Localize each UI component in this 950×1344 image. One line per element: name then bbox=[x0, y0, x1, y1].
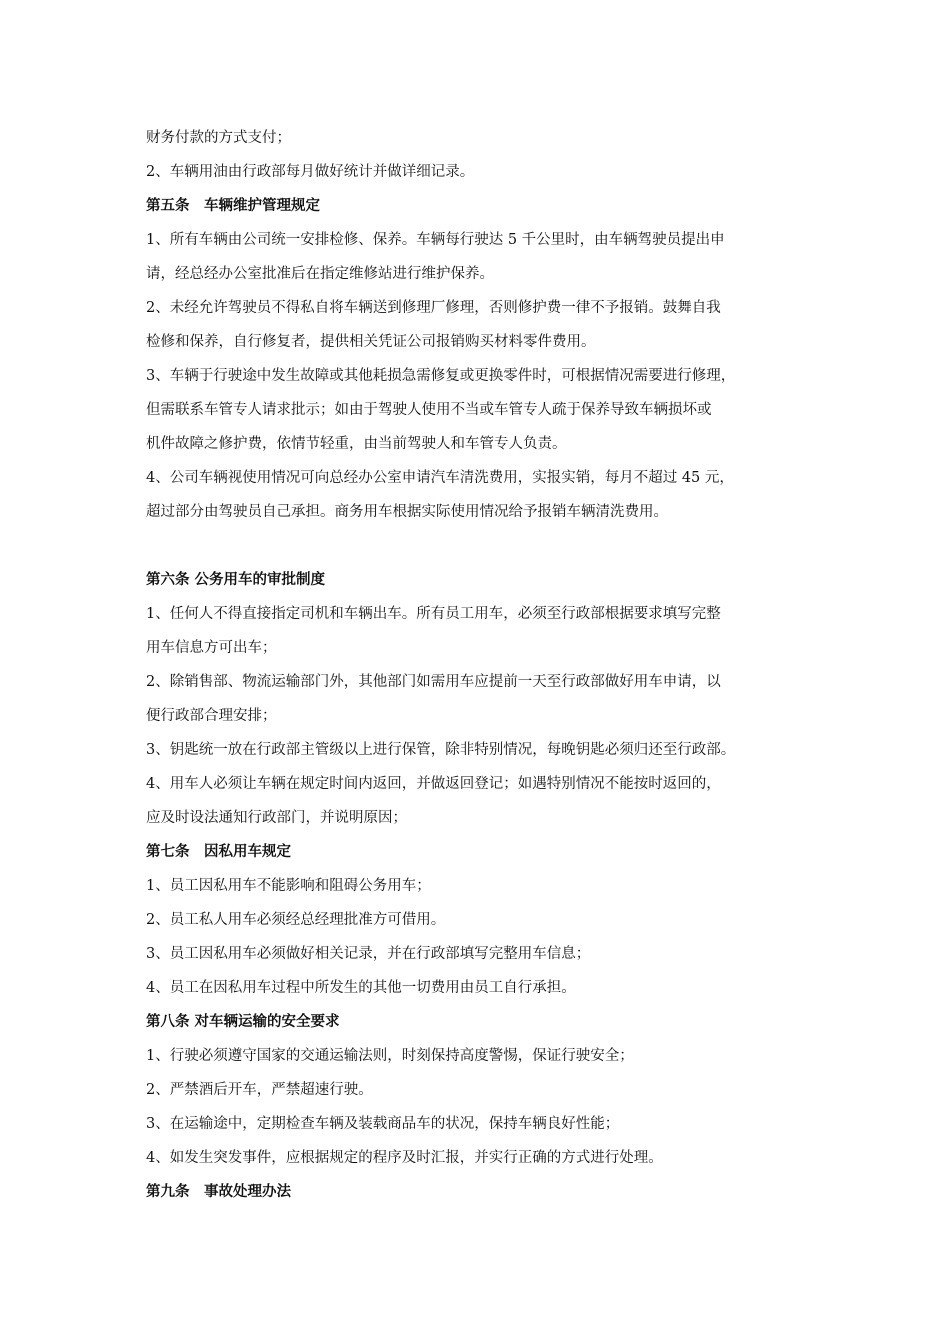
paragraph-line: 1、员工因私用车不能影响和阻碍公务用车； bbox=[146, 878, 431, 894]
paragraph-line: 3、车辆于行驶途中发生故障或其他耗损急需修复或更换零件时，可根据情况需要进行修理， bbox=[146, 368, 736, 384]
paragraph-line: 应及时设法通知行政部门，并说明原因； bbox=[146, 810, 407, 826]
paragraph-line: 3、钥匙统一放在行政部主管级以上进行保管，除非特别情况，每晚钥匙必须归还至行政部。 bbox=[146, 742, 736, 758]
paragraph-line: 2、车辆用油由行政部每月做好统计并做详细记录。 bbox=[146, 164, 475, 180]
paragraph-line: 4、用车人必须让车辆在规定时间内返回，并做返回登记；如遇特别情况不能按时返回的， bbox=[146, 776, 721, 792]
paragraph-line: 机件故障之修护费，依情节轻重，由当前驾驶人和车管专人负责。 bbox=[146, 436, 567, 452]
paragraph-line: 2、未经允许驾驶员不得私自将车辆送到修理厂修理，否则修护费一律不予报销。鼓舞自我 bbox=[146, 300, 721, 316]
section-heading-5: 第五条 车辆维护管理规定 bbox=[146, 198, 320, 214]
paragraph-line: 2、员工私人用车必须经总经理批准方可借用。 bbox=[146, 912, 446, 928]
paragraph-line: 检修和保养，自行修复者，提供相关凭证公司报销购买材料零件费用。 bbox=[146, 334, 596, 350]
paragraph-line: 3、员工因私用车必须做好相关记录，并在行政部填写完整用车信息； bbox=[146, 946, 591, 962]
paragraph-line: 用车信息方可出车； bbox=[146, 640, 277, 656]
paragraph-line: 1、行驶必须遵守国家的交通运输法则，时刻保持高度警惕，保证行驶安全； bbox=[146, 1048, 634, 1064]
section-heading-9: 第九条 事故处理办法 bbox=[146, 1184, 291, 1200]
paragraph-line: 1、任何人不得直接指定司机和车辆出车。所有员工用车，必须至行政部根据要求填写完整 bbox=[146, 606, 721, 622]
document-page bbox=[146, 126, 826, 1204]
paragraph-line: 财务付款的方式支付； bbox=[146, 130, 291, 146]
blank-line bbox=[146, 524, 826, 554]
paragraph-line: 4、员工在因私用车过程中所发生的其他一切费用由员工自行承担。 bbox=[146, 980, 576, 996]
section-heading-8: 第八条 对车辆运输的安全要求 bbox=[146, 1014, 340, 1030]
paragraph-line: 超过部分由驾驶员自己承担。商务用车根据实际使用情况给予报销车辆清洗费用。 bbox=[146, 504, 668, 520]
paragraph-line: 3、在运输途中，定期检查车辆及装载商品车的状况，保持车辆良好性能； bbox=[146, 1116, 620, 1132]
paragraph-line: 1、所有车辆由公司统一安排检修、保养。车辆每行驶达 5 千公里时，由车辆驾驶员提出申 bbox=[146, 232, 725, 248]
section-heading-7: 第七条 因私用车规定 bbox=[146, 844, 291, 860]
section-heading-6: 第六条 公务用车的审批制度 bbox=[146, 572, 326, 588]
paragraph-line: 但需联系车管专人请求批示；如由于驾驶人使用不当或车管专人疏于保养导致车辆损坏或 bbox=[146, 402, 712, 418]
paragraph-line: 请，经总经办公室批准后在指定维修站进行维护保养。 bbox=[146, 266, 494, 282]
paragraph-line: 4、如发生突发事件，应根据规定的程序及时汇报，并实行正确的方式进行处理。 bbox=[146, 1150, 663, 1166]
paragraph-line: 2、除销售部、物流运输部门外，其他部门如需用车应提前一天至行政部做好用车申请，以 bbox=[146, 674, 721, 690]
paragraph-line: 2、严禁酒后开车，严禁超速行驶。 bbox=[146, 1082, 373, 1098]
paragraph-line: 4、公司车辆视使用情况可向总经办公室申请汽车清洗费用，实报实销，每月不超过 45 元， bbox=[146, 470, 734, 486]
paragraph-line: 便行政部合理安排； bbox=[146, 708, 277, 724]
